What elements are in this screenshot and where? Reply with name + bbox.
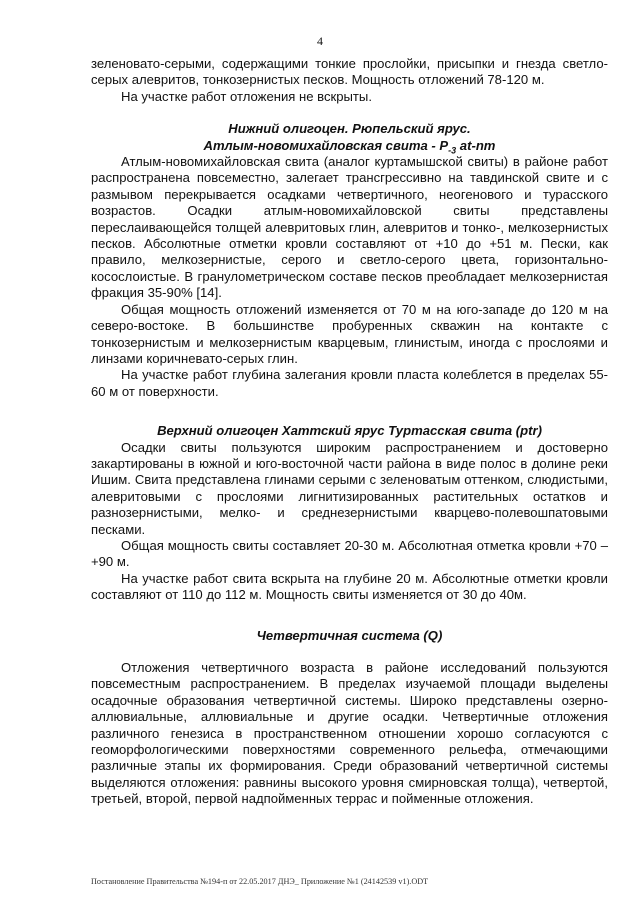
subheading-suffix: at-nm	[456, 137, 496, 153]
section-heading-quaternary: Четвертичная система (Q)	[256, 627, 443, 643]
paragraph: Общая мощность отложений изменяется от 70 м на юго-западе до 120 м на северо-востоке. В большинстве пробуренных скважин на контакте с тонкозернистым и мелкозернистым кварцевым, глинистым, иногда с прослоями и линзами коричневато-серых глин.	[91, 301, 608, 366]
document-body	[91, 56, 608, 808]
section-heading-upper-oligocene: Верхний олигоцен Хаттский ярус Туртасская свита (ptr)	[157, 423, 542, 439]
paragraph: На участке работ глубина залегания кровли пласта колеблется в пределах 55-60 м от поверхности.	[91, 367, 608, 399]
paragraph: Атлым-новомихайловская свита (аналог куртамышской свиты) в районе работ распространена повсеместно, залегает трансгрессивно на тавдинской свите и с размывом перекрывается осадками четвертичного, неогенового и турасского возрастов. Осадки атлым-новомихайловской свиты представлены переслаивающейся толщей алевритовых глин, алевритов и тонко-, мелкозернистых песков. Абсолютные отметки кровли составляют от +10 до +51 м. Пески, как правило, мелкозернистые, серого и светло-серого цвета, горизонтально-косослоистые. В гранулометрическом составе песков преобладает мелкозернистая фракция 35-90% [14].	[91, 154, 608, 301]
paragraph: Отложения четвертичного возраста в районе исследований пользуются повсеместным распространением. В пределах изучаемой площади выделены осадочные образования четвертичной системы. Широко представлены озерно-аллювиальные, аллювиальные и другие осадки. Четвертичные отложения различного генезиса в пространственном отношении хорошо согласуются с геоморфологическими поверхностями современного рельефа, отмечающими различные этапы их формирования. Среди образований четвертичной системы выделяются отложения: равнины высокого уровня смирновская толща), четвертой, третьей, второй, первой надпойменных террас и пойменные отложения.	[91, 660, 608, 807]
page-number: 4	[317, 34, 323, 48]
paragraph: зеленовато-серыми, содержащими тонкие прослойки, присыпки и гнезда светло-серых алевритов, тонкозернистых песков. Мощность отложений 78-120 м.	[91, 56, 608, 88]
paragraph: Общая мощность свиты составляет 20-30 м. Абсолютная отметка кровли +70 – +90 м.	[91, 537, 608, 570]
paragraph: На участке работ свита вскрыта на глубине 20 м. Абсолютные отметки кровли составляют от 110 до 112 м. Мощность свиты изменяется от 30 до 40м.	[91, 570, 608, 603]
section-heading-lower-oligocene: Нижний олигоцен. Рюпельский ярус.	[228, 121, 471, 137]
paragraph: На участке работ отложения не вскрыты.	[121, 88, 372, 104]
subheading-prefix: Атлым-новомихайловская свита - Р	[203, 137, 449, 153]
paragraph: Осадки свиты пользуются широким распространением и достоверно закартированы в южной и юго-восточной части района в виде полос в долине реки Ишим. Свита представлена глинами серыми с зеленоватым оттенком, слюдистыми, алевритовыми с прослоями лигнитизированных растительных остатков и разнозернистыми, мелко- и среднезернистыми кварцево-полевошпатовыми песками.	[91, 439, 608, 537]
section-subheading-atlym	[91, 138, 608, 154]
page-footer: Постановление Правительства №194-п от 22.05.2017 ДНЭ_ Приложение №1 (24142539 v1).ODT	[91, 877, 429, 886]
subheading-subscript: -3	[448, 145, 457, 156]
